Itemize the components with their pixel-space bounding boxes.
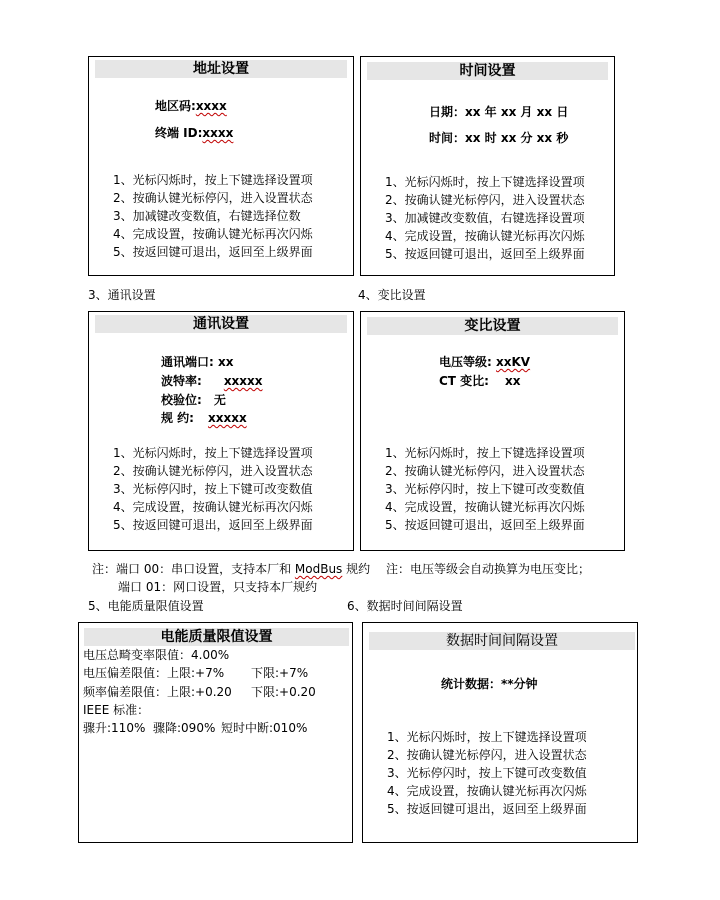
instruction-list [385, 173, 585, 263]
section-label-comm: 3、通讯设置 [88, 288, 156, 302]
list-item: 3、加减键改变数值，右键选择位数 [113, 209, 301, 223]
list-item: 3、加减键改变数值，右键选择设置项 [385, 211, 585, 225]
list-item: 4、完成设置，按确认键光标再次闪烁 [385, 229, 585, 243]
terminal-id-label: 终端 ID: [155, 126, 203, 140]
ct-ratio-value: xx [504, 374, 521, 388]
panel-data-interval [362, 622, 638, 843]
list-item: 5、按返回键可退出，返回至上级界面 [385, 247, 585, 261]
panel-title: 时间设置 [367, 62, 608, 80]
short-interrupt-field[interactable]: 短时中断:010% [221, 721, 308, 735]
note-port-01: 端口 01：网口设置，只支持本厂规约 [118, 580, 318, 594]
date-field[interactable]: 日期：xx 年 xx 月 xx 日 [429, 105, 569, 119]
baud-rate-value: xxxxx [223, 374, 263, 388]
panel-title: 地址设置 [95, 60, 347, 78]
ieee-standard-label: IEEE 标准： [83, 703, 150, 717]
section-label-power-quality: 5、电能质量限值设置 [88, 599, 204, 613]
list-item: 2、按确认键光标停闪，进入设置状态 [385, 193, 585, 207]
statistics-interval-field[interactable]: 统计数据：**分钟 [441, 677, 538, 691]
swell-field[interactable]: 骤升:110% [83, 721, 146, 735]
baud-rate-field[interactable] [161, 373, 263, 389]
area-code-value: xxxx [195, 99, 227, 113]
note-text: 规约 [342, 562, 371, 576]
list-item: 4、完成设置，按确认键光标再次闪烁 [113, 227, 313, 241]
panel-title: 变比设置 [367, 317, 618, 335]
list-item: 5、按返回键可退出，返回至上级界面 [113, 245, 313, 259]
panel-address-settings [88, 56, 354, 276]
instruction-list [387, 728, 587, 818]
note-modbus: ModBus [294, 562, 343, 576]
panel-comm-settings [88, 311, 354, 551]
list-item: 1、光标闪烁时，按上下键选择设置项 [387, 730, 587, 744]
section-label-ratio: 4、变比设置 [358, 288, 426, 302]
note-text: 注：端口 00：串口设置，支持本厂和 [92, 562, 295, 576]
section-label-data-interval: 6、数据时间间隔设置 [347, 599, 463, 613]
voltage-level-value: xxKV [496, 355, 531, 369]
list-item: 1、光标闪烁时，按上下键选择设置项 [385, 446, 585, 460]
panel-time-settings [360, 56, 615, 276]
list-item: 1、光标闪烁时，按上下键选择设置项 [113, 173, 313, 187]
note-port-00 [92, 561, 370, 577]
list-item: 1、光标闪烁时，按上下键选择设置项 [385, 175, 585, 189]
protocol-field[interactable] [161, 410, 247, 426]
list-item: 5、按返回键可退出，返回至上级界面 [385, 518, 585, 532]
comm-port-value: xx [218, 355, 234, 369]
freq-dev-lower-field[interactable]: 下限:+0.20 [251, 685, 316, 699]
comm-port-field[interactable] [161, 354, 233, 370]
parity-label: 校验位: [161, 393, 202, 407]
panel-power-quality-limits [78, 622, 353, 843]
parity-field[interactable] [161, 392, 226, 408]
terminal-id-value: xxxx [202, 126, 234, 140]
instruction-list [113, 171, 313, 261]
list-item: 4、完成设置，按确认键光标再次闪烁 [113, 500, 313, 514]
parity-value: 无 [213, 393, 226, 407]
list-item: 3、光标停闪时，按上下键可改变数值 [113, 482, 313, 496]
protocol-label: 规 约: [161, 411, 194, 425]
list-item: 3、光标停闪时，按上下键可改变数值 [385, 482, 585, 496]
thd-limit-field[interactable]: 电压总畸变率限值：4.00% [83, 648, 230, 662]
list-item: 2、按确认键光标停闪，进入设置状态 [113, 191, 313, 205]
freq-dev-upper-field[interactable]: 频率偏差限值：上限:+0.20 [83, 685, 232, 699]
list-item: 2、按确认键光标停闪，进入设置状态 [113, 464, 313, 478]
ct-ratio-field[interactable] [439, 373, 520, 389]
ct-ratio-label: CT 变比: [439, 374, 489, 388]
panel-title: 数据时间间隔设置 [369, 632, 635, 650]
voltage-level-field[interactable] [439, 354, 530, 370]
list-item: 3、光标停闪时，按上下键可改变数值 [387, 766, 587, 780]
list-item: 4、完成设置，按确认键光标再次闪烁 [387, 784, 587, 798]
list-item: 2、按确认键光标停闪，进入设置状态 [387, 748, 587, 762]
list-item: 1、光标闪烁时，按上下键选择设置项 [113, 446, 313, 460]
baud-rate-label: 波特率: [161, 374, 202, 388]
panel-title: 电能质量限值设置 [84, 628, 349, 646]
voltage-dev-lower-field[interactable]: 下限:+7% [251, 666, 309, 680]
list-item: 5、按返回键可退出，返回至上级界面 [387, 802, 587, 816]
note-voltage: 注：电压等级会自动换算为电压变比； [386, 562, 591, 576]
voltage-dev-upper-field[interactable]: 电压偏差限值：上限:+7% [83, 666, 225, 680]
panel-ratio-settings [360, 311, 625, 551]
instruction-list [385, 444, 585, 534]
comm-port-label: 通讯端口: [161, 355, 214, 369]
panel-title: 通讯设置 [95, 315, 347, 333]
voltage-level-label: 电压等级: [439, 355, 492, 369]
list-item: 4、完成设置，按确认键光标再次闪烁 [385, 500, 585, 514]
list-item: 5、按返回键可退出，返回至上级界面 [113, 518, 313, 532]
area-code-label: 地区码: [155, 99, 196, 113]
instruction-list [113, 444, 313, 534]
area-code-field[interactable] [155, 98, 227, 114]
protocol-value: xxxxx [207, 411, 247, 425]
terminal-id-field[interactable] [155, 125, 233, 141]
time-field[interactable]: 时间：xx 时 xx 分 xx 秒 [429, 131, 569, 145]
sag-field[interactable]: 骤降:090% [153, 721, 216, 735]
list-item: 2、按确认键光标停闪，进入设置状态 [385, 464, 585, 478]
